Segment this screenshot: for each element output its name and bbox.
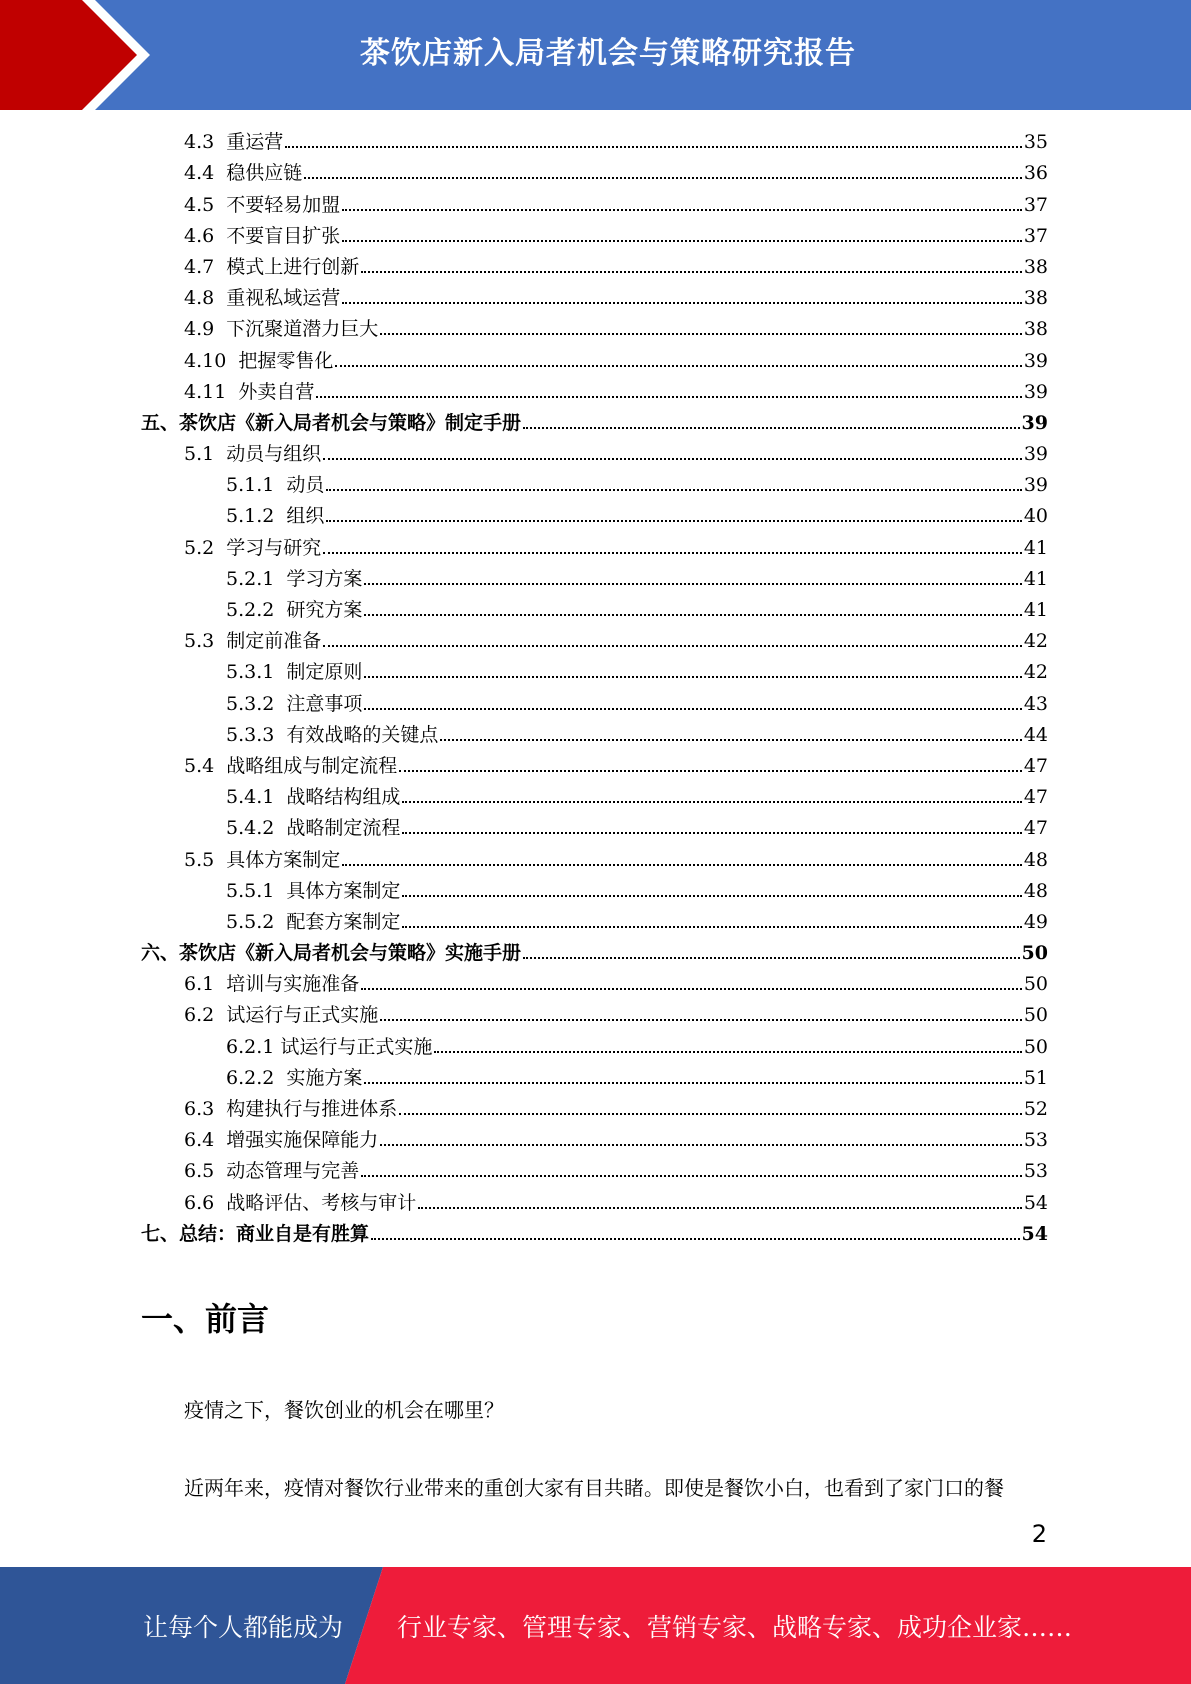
toc-entry-title: 6.2 试运行与正式实施 [184, 1004, 379, 1027]
footer-slogan-right: 行业专家、管理专家、营销专家、战略专家、成功企业家…… [397, 1612, 1073, 1642]
toc-entry-page: 48 [1023, 848, 1048, 871]
toc-entry[interactable] [0, 158, 1191, 189]
toc-entry-page: 52 [1023, 1098, 1048, 1120]
toc-entry-title: 七、总结：商业自是有胜算 [141, 1222, 370, 1245]
toc-leader-dots [285, 146, 1022, 148]
toc-entry-page: 43 [1023, 692, 1048, 715]
toc-entry[interactable] [0, 189, 1191, 220]
toc-leader-dots [402, 801, 1021, 803]
toc-entry[interactable] [0, 408, 1191, 439]
toc-entry-page: 37 [1023, 224, 1048, 247]
section-heading: 一、前言 [141, 1300, 270, 1338]
page-header [0, 0, 1191, 110]
toc-leader-dots [342, 302, 1022, 304]
toc-leader-dots [326, 489, 1021, 491]
toc-entry-page: 50 [1023, 1004, 1048, 1027]
toc-entry-title: 5.4.1 战略结构组成 [226, 786, 401, 809]
toc-entry-title: 5.2.1 学习方案 [226, 567, 363, 590]
toc-entry-title: 4.3 重运营 [184, 131, 284, 154]
toc-entry-page: 38 [1023, 255, 1048, 278]
toc-entry[interactable] [0, 439, 1191, 470]
toc-leader-dots [371, 1238, 1020, 1240]
toc-entry-page: 39 [1023, 349, 1048, 372]
toc-entry-page: 37 [1023, 193, 1048, 216]
intro-paragraph: 近两年来，疫情对餐饮行业带来的重创大家有目共睹。即使是餐饮小白，也看到了家门口的餐 [184, 1476, 1004, 1500]
toc-leader-dots [316, 396, 1021, 398]
toc-leader-dots [342, 209, 1022, 211]
toc-entry[interactable] [0, 127, 1191, 158]
toc-entry[interactable] [0, 1187, 1191, 1218]
toc-entry[interactable] [0, 969, 1191, 1000]
report-title: 茶饮店新入局者机会与策略研究报告 [360, 36, 856, 71]
toc-entry[interactable] [0, 688, 1191, 719]
toc-leader-dots [323, 645, 1022, 647]
toc-entry[interactable] [0, 1031, 1191, 1062]
toc-leader-dots [418, 1207, 1022, 1209]
toc-leader-dots [380, 1144, 1022, 1146]
toc-entry-title: 五、茶饮店《新入局者机会与策略》制定手册 [141, 411, 522, 434]
toc-entry-title: 5.2 学习与研究 [184, 536, 322, 559]
toc-leader-dots [361, 988, 1022, 990]
toc-leader-dots [364, 614, 1021, 616]
toc-entry-page: 50 [1021, 942, 1048, 965]
toc-entry[interactable] [0, 1063, 1191, 1094]
toc-entry-title: 6.1 培训与实施准备 [184, 973, 360, 996]
toc-leader-dots [402, 832, 1021, 834]
toc-entry-page: 39 [1023, 380, 1048, 403]
toc-entry[interactable] [0, 938, 1191, 969]
toc-entry-title: 4.4 稳供应链 [184, 162, 303, 185]
toc-leader-dots [402, 926, 1021, 928]
toc-entry[interactable] [0, 283, 1191, 314]
toc-entry[interactable] [0, 252, 1191, 283]
toc-entry-title: 4.9 下沉聚道潜力巨大 [184, 318, 379, 341]
toc-entry[interactable] [0, 564, 1191, 595]
toc-entry-title: 5.3 制定前准备 [184, 630, 322, 653]
toc-entry-title: 4.6 不要盲目扩张 [184, 224, 341, 247]
toc-entry-title: 6.2.1 试运行与正式实施 [226, 1035, 433, 1058]
toc-entry-title: 5.5 具体方案制定 [184, 848, 341, 871]
toc-entry[interactable] [0, 626, 1191, 657]
toc-entry-page: 35 [1023, 131, 1048, 154]
toc-entry[interactable] [0, 1094, 1191, 1125]
toc-entry-page: 41 [1023, 567, 1048, 590]
toc-entry-page: 39 [1023, 443, 1048, 466]
toc-entry[interactable] [0, 876, 1191, 907]
toc-entry-page: 53 [1023, 1160, 1048, 1183]
toc-entry-title: 4.11 外卖自营 [184, 380, 315, 403]
toc-entry-title: 5.4 战略组成与制定流程 [184, 754, 398, 777]
toc-leader-dots [342, 864, 1022, 866]
toc-entry[interactable] [0, 907, 1191, 938]
toc-entry-title: 6.3 构建执行与推进体系 [184, 1098, 398, 1120]
toc-entry[interactable] [0, 1125, 1191, 1156]
toc-leader-dots [364, 708, 1021, 710]
toc-leader-dots [335, 365, 1021, 367]
toc-entry-page: 51 [1023, 1066, 1048, 1089]
toc-entry-page: 38 [1023, 287, 1048, 310]
intro-question: 疫情之下，餐饮创业的机会在哪里？ [184, 1398, 504, 1422]
toc-entry[interactable] [0, 377, 1191, 408]
toc-entry[interactable] [0, 844, 1191, 875]
toc-leader-dots [523, 427, 1020, 429]
toc-entry-page: 36 [1023, 162, 1048, 185]
toc-entry-page: 54 [1023, 1191, 1048, 1214]
toc-leader-dots [364, 676, 1021, 678]
toc-entry[interactable] [0, 720, 1191, 751]
toc-entry-title: 5.5.1 具体方案制定 [226, 879, 401, 902]
toc-entry-page: 42 [1023, 661, 1048, 684]
toc-leader-dots [323, 458, 1022, 460]
toc-leader-dots [434, 1051, 1021, 1053]
toc-entry-title: 5.1 动员与组织 [184, 443, 322, 466]
toc-leader-dots [399, 1113, 1022, 1115]
toc-entry-title: 5.2.2 研究方案 [226, 599, 363, 621]
toc-entry-page: 39 [1021, 411, 1048, 434]
toc-entry-page: 47 [1023, 754, 1048, 777]
toc-entry-page: 47 [1023, 786, 1048, 809]
toc-entry-page: 50 [1023, 1035, 1048, 1058]
toc-entry[interactable] [0, 221, 1191, 252]
toc-entry-title: 6.2.2 实施方案 [226, 1066, 363, 1089]
toc-entry[interactable] [0, 314, 1191, 345]
toc-entry[interactable] [0, 345, 1191, 376]
toc-entry[interactable] [0, 501, 1191, 532]
toc-entry-title: 5.3.3 有效战略的关键点 [226, 723, 439, 746]
toc-entry[interactable] [0, 470, 1191, 501]
toc-entry-title: 5.1.1 动员 [226, 474, 325, 497]
toc-entry-page: 42 [1023, 630, 1048, 653]
toc-leader-dots [364, 583, 1021, 585]
toc-entry-title: 5.5.2 配套方案制定 [226, 910, 401, 933]
toc-leader-dots [361, 271, 1022, 273]
toc-entry-title: 5.1.2 组织 [226, 505, 325, 528]
toc-leader-dots [323, 552, 1022, 554]
toc-entry-title: 6.4 增强实施保障能力 [184, 1129, 379, 1152]
toc-entry[interactable] [0, 657, 1191, 688]
toc-leader-dots [402, 895, 1021, 897]
toc-entry-title: 5.4.2 战略制定流程 [226, 817, 401, 840]
toc-entry-page: 53 [1023, 1129, 1048, 1152]
toc-entry-page: 39 [1023, 474, 1048, 497]
toc-leader-dots [342, 240, 1022, 242]
toc-entry-title: 六、茶饮店《新入局者机会与策略》实施手册 [141, 942, 522, 965]
toc-entry-title: 4.5 不要轻易加盟 [184, 193, 341, 216]
toc-entry[interactable] [0, 1000, 1191, 1031]
toc-entry-title: 4.7 模式上进行创新 [184, 255, 360, 278]
toc-entry-title: 5.3.2 注意事项 [226, 692, 363, 715]
toc-entry-page: 54 [1021, 1222, 1048, 1245]
toc-entry-page: 50 [1023, 973, 1048, 996]
page-number: 2 [1031, 1520, 1047, 1548]
toc-leader-dots [304, 177, 1022, 179]
toc-entry-page: 41 [1023, 599, 1048, 621]
page-footer [0, 1567, 1191, 1684]
toc-entry-title: 6.5 动态管理与完善 [184, 1160, 360, 1183]
toc-entry-page: 40 [1023, 505, 1048, 528]
toc-entry-title: 6.6 战略评估、考核与审计 [184, 1191, 417, 1214]
toc-entry[interactable] [0, 532, 1191, 563]
toc-entry[interactable] [0, 595, 1191, 626]
toc-entry-page: 38 [1023, 318, 1048, 341]
toc-leader-dots [399, 770, 1022, 772]
toc-entry[interactable] [0, 751, 1191, 782]
toc-leader-dots [326, 520, 1021, 522]
toc-entry-page: 41 [1023, 536, 1048, 559]
toc-leader-dots [380, 333, 1022, 335]
toc-entry[interactable] [0, 1219, 1191, 1250]
toc-leader-dots [440, 739, 1021, 741]
toc-entry-title: 4.10 把握零售化 [184, 349, 334, 372]
toc-entry-page: 49 [1023, 910, 1048, 933]
toc-entry-page: 47 [1023, 817, 1048, 840]
toc-leader-dots [380, 1019, 1022, 1021]
footer-slogan-left: 让每个人都能成为 [143, 1612, 344, 1642]
table-of-contents [0, 127, 1191, 1250]
toc-entry-page: 44 [1023, 723, 1048, 746]
toc-leader-dots [523, 957, 1020, 959]
toc-entry[interactable] [0, 782, 1191, 813]
toc-entry[interactable] [0, 1156, 1191, 1187]
toc-entry-title: 4.8 重视私域运营 [184, 287, 341, 310]
toc-leader-dots [364, 1082, 1021, 1084]
toc-entry-page: 48 [1023, 879, 1048, 902]
toc-leader-dots [361, 1175, 1022, 1177]
toc-entry[interactable] [0, 813, 1191, 844]
toc-entry-title: 5.3.1 制定原则 [226, 661, 363, 684]
